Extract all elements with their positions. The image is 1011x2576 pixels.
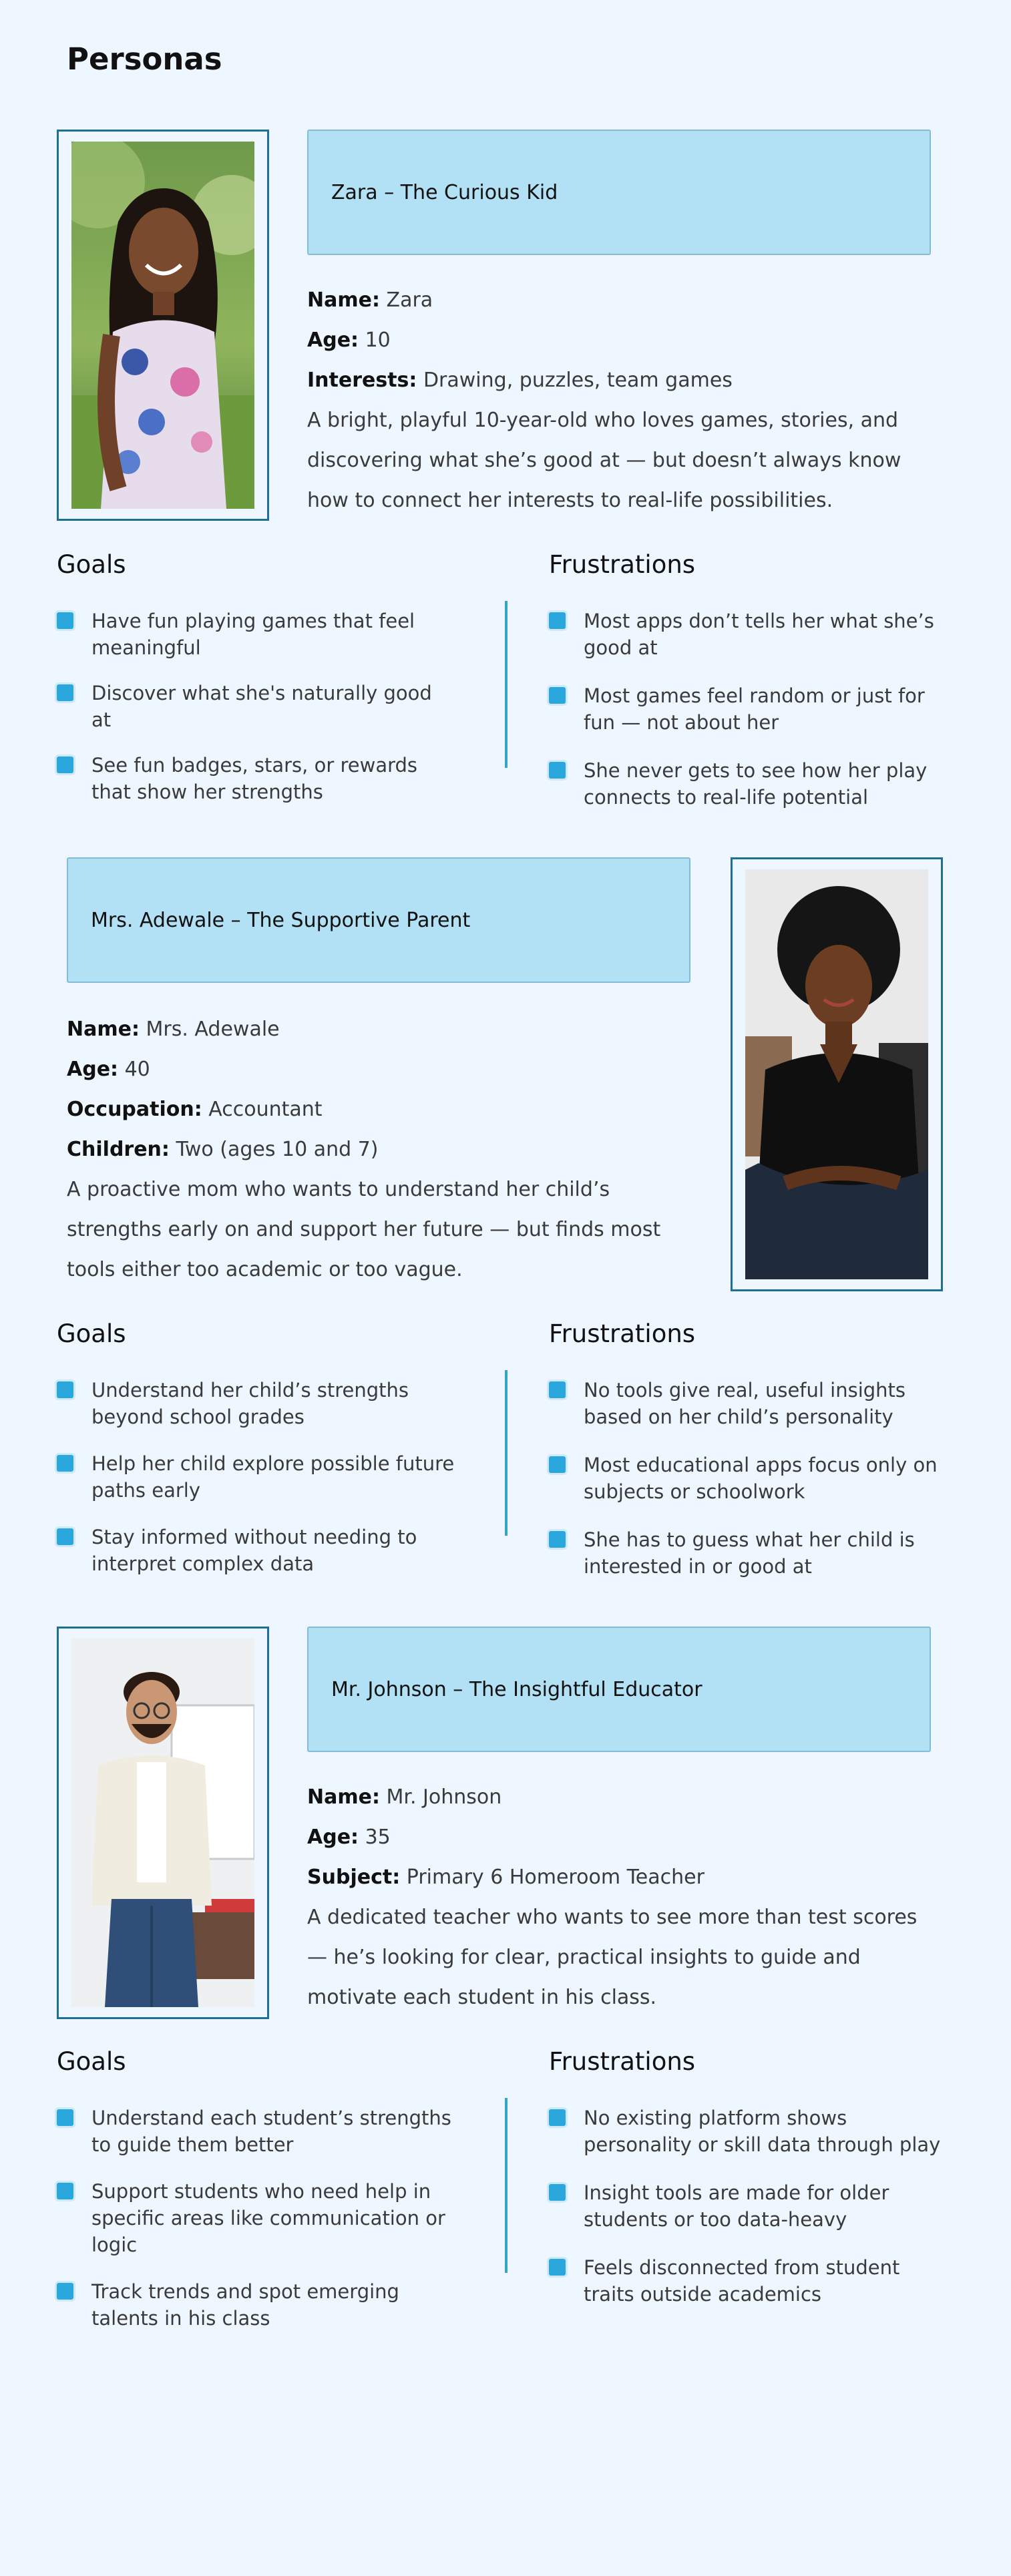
frustrations-heading: Frustrations (549, 1319, 696, 1348)
persona-info-johnson (307, 1777, 931, 2018)
list-item: Stay informed without needing to interpret complex data (57, 1524, 457, 1577)
persona-banner-adewale (67, 857, 690, 983)
list-item: Feels disconnected from student traits outside academics (549, 2254, 956, 2308)
persona-banner-title: Zara – The Curious Kid (331, 180, 558, 204)
goals-heading: Goals (57, 1319, 126, 1348)
list-item: Understand each student’s strengths to guide them better (57, 2105, 471, 2158)
persona-banner-johnson (307, 1627, 931, 1752)
bullet-square-icon (549, 1381, 566, 1398)
list-item: No tools give real, useful insights based on her child’s personality (549, 1377, 956, 1430)
goals-list (57, 1377, 457, 1577)
column-divider (505, 2098, 508, 2273)
persona-field-age: Age: 35 (307, 1826, 391, 1849)
frustrations-heading: Frustrations (549, 550, 696, 579)
persona-field-name: Name: Zara (307, 288, 433, 312)
bullet-square-icon (57, 612, 73, 629)
persona-banner-zara (307, 130, 931, 255)
persona-description: A bright, playful 10-year-old who loves games, stories, and discovering what she’s good at — but doesn’t always know how to connect her interests to real-life possibilities. (307, 409, 901, 512)
persona-info-zara (307, 280, 931, 521)
frustrations-list (549, 2105, 956, 2308)
bullet-square-icon (57, 1528, 73, 1545)
column-divider (505, 1370, 508, 1536)
bullet-square-icon (57, 684, 73, 701)
list-item: She never gets to see how her play connects to real-life potential (549, 757, 956, 811)
bullet-square-icon (57, 2283, 73, 2300)
column-divider (505, 601, 508, 768)
list-item: Track trends and spot emerging talents in his class (57, 2278, 471, 2332)
list-item: Most educational apps focus only on subjects or schoolwork (549, 1452, 956, 1505)
list-item: Understand her child’s strengths beyond school grades (57, 1377, 457, 1430)
list-item: Help her child explore possible future paths early (57, 1450, 457, 1504)
persona-banner-title: Mrs. Adewale – The Supportive Parent (91, 908, 471, 932)
girl-portrait-image (71, 142, 254, 509)
frustrations-list (549, 1377, 956, 1580)
page-title: Personas (67, 41, 222, 77)
persona-field-age: Age: 10 (307, 329, 391, 352)
list-item: Insight tools are made for older students or too data-heavy (549, 2179, 956, 2233)
persona-info-adewale (67, 1010, 690, 1290)
bullet-square-icon (549, 2259, 566, 2276)
list-item: Most games feel random or just for fun — not about her (549, 682, 956, 736)
persona-photo-adewale (731, 857, 943, 1291)
persona-banner-title: Mr. Johnson – The Insightful Educator (331, 1677, 702, 1701)
goals-list (57, 608, 457, 805)
frustrations-list (549, 608, 956, 811)
persona-field-interests: Interests: Drawing, puzzles, team games (307, 369, 733, 392)
frustrations-heading: Frustrations (549, 2047, 696, 2076)
persona-description: A dedicated teacher who wants to see more than test scores — he’s looking for clear, practical insights to guide and motivate each student in his class. (307, 1906, 918, 2009)
bullet-square-icon (57, 1455, 73, 1472)
list-item: Discover what she's naturally good at (57, 680, 457, 733)
woman-portrait-image (745, 869, 928, 1279)
persona-field-children: Children: Two (ages 10 and 7) (67, 1138, 379, 1161)
persona-field-age: Age: 40 (67, 1058, 150, 1081)
bullet-square-icon (549, 2109, 566, 2126)
goals-heading: Goals (57, 550, 126, 579)
list-item: See fun badges, stars, or rewards that show her strengths (57, 752, 457, 805)
list-item: Support students who need help in specific areas like communication or logic (57, 2178, 471, 2258)
goals-heading: Goals (57, 2047, 126, 2076)
persona-field-name: Name: Mrs. Adewale (67, 1018, 280, 1041)
bullet-square-icon (549, 1456, 566, 1473)
persona-field-subject: Subject: Primary 6 Homeroom Teacher (307, 1866, 704, 1889)
list-item: She has to guess what her child is interested in or good at (549, 1526, 956, 1580)
bullet-square-icon (57, 1381, 73, 1398)
persona-description: A proactive mom who wants to understand her child’s strengths early on and support her future — but finds most tools either too academic or too vague. (67, 1178, 661, 1281)
bullet-square-icon (549, 687, 566, 704)
bullet-square-icon (57, 757, 73, 773)
bullet-square-icon (57, 2109, 73, 2126)
bullet-square-icon (549, 612, 566, 629)
goals-list (57, 2105, 471, 2332)
persona-field-occupation: Occupation: Accountant (67, 1098, 323, 1121)
persona-photo-johnson (57, 1627, 269, 2019)
list-item: Have fun playing games that feel meaningful (57, 608, 457, 661)
bullet-square-icon (57, 2183, 73, 2199)
persona-field-name: Name: Mr. Johnson (307, 1785, 502, 1809)
list-item: No existing platform shows personality or skill data through play (549, 2105, 956, 2158)
bullet-square-icon (549, 2184, 566, 2201)
bullet-square-icon (549, 762, 566, 779)
bullet-square-icon (549, 1531, 566, 1548)
list-item: Most apps don’t tells her what she’s good at (549, 608, 956, 661)
persona-photo-zara (57, 130, 269, 521)
man-portrait-image (71, 1639, 254, 2007)
